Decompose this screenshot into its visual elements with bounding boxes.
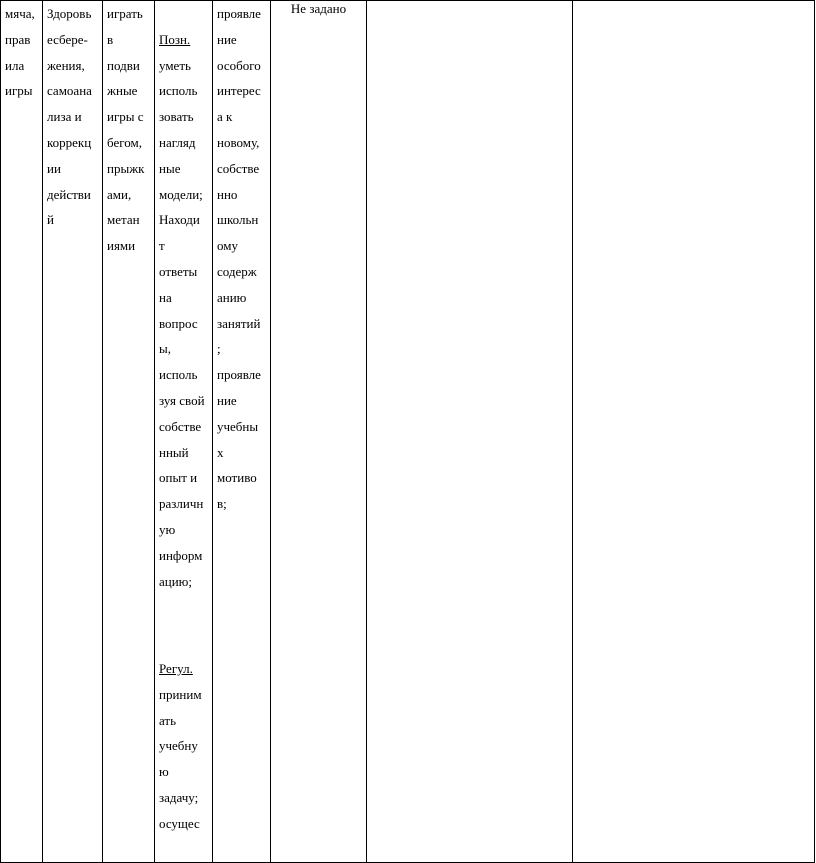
section-gap [159, 620, 212, 630]
technologies-text: Здоровь есбере- жения, самоана лиза и коррекц ии действи й [47, 6, 92, 228]
cell-subject-results [103, 1, 155, 863]
subject-results-text: играть в подви жные игры с бегом, прыжк ами, метан иями [107, 6, 145, 254]
table-row [1, 1, 815, 863]
regulatory-label: Регул. [159, 660, 193, 676]
personal-results-text: проявле ние особого интерес а к новому, собстве нно школьн ому содерж анию занятий ; проявле ние учебны х мотиво в; [217, 6, 261, 512]
cell-empty-1 [367, 1, 573, 863]
topic-text: мяча, прав ила игры [5, 6, 35, 99]
cell-topic [1, 1, 43, 863]
cognitive-text: уметь исполь зовать нагляд ные модели; Находи т ответы на вопрос ы, исполь зуя свой собстве нный опыт и различн ую информ ацию; [159, 57, 205, 589]
status-text: Не задано [290, 1, 347, 16]
cell-status [271, 1, 367, 863]
regulatory-text: приним ать учебну ю задачу; осущес [159, 686, 202, 831]
cell-empty-2 [573, 1, 815, 863]
cell-metasubject-results [155, 1, 213, 863]
cognitive-label: Позн. [159, 31, 191, 47]
cell-personal-results [213, 1, 271, 863]
cell-technologies [43, 1, 103, 863]
